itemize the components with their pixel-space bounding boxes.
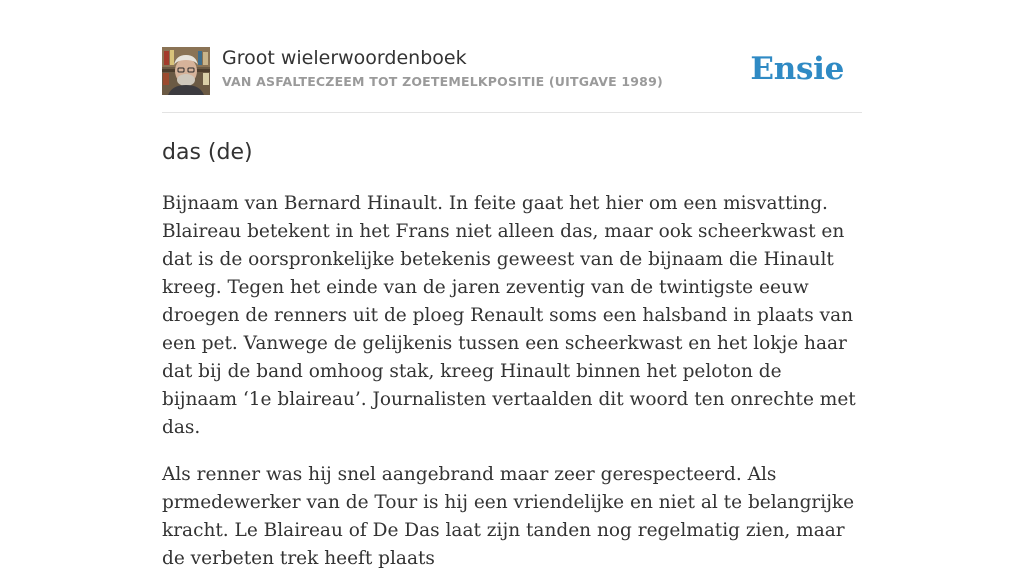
book-header bbox=[162, 45, 862, 113]
entry-content bbox=[162, 136, 862, 573]
entry-term: das (de) bbox=[162, 140, 253, 165]
book-info bbox=[222, 45, 663, 93]
book-title[interactable]: Groot wielerwoordenboek bbox=[222, 47, 467, 69]
entry-paragraph: Als renner was hij snel aangebrand maar zeer gerespecteerd. Als prmedewerker van de Tour is hij een vriendelijke en niet al te belangrijke kracht. Le Blaireau of De Das laat zijn tanden nog regelmatig zien, maar de verbeten trek heeft plaats bbox=[162, 464, 855, 569]
ensie-logo[interactable]: Ensie bbox=[750, 51, 844, 87]
entry-paragraph: Bijnaam van Bernard Hinault. In feite gaat het hier om een misvatting. Blaireau betekent in het Frans niet alleen das, maar ook scheerkwast en dat is de oorspronkelijke betekenis geweest van de bijnaam die Hinault kreeg. Tegen het einde van de jaren zeventig van de twintigste eeuw droegen de renners uit de ploeg Renault soms een halsband in plaats van een pet. Vanwege de gelijkenis tussen een scheerkwast en het lokje haar dat bij de band omhoog stak, kreeg Hinault binnen het peloton de bijnaam ‘1e blaireau’. Journalisten vertaalden dit woord ten onrechte met das. bbox=[162, 193, 856, 438]
book-subtitle: VAN ASFALTECZEEM TOT ZOETEMELKPOSITIE (UITGAVE 1989) bbox=[222, 74, 663, 89]
author-photo-icon bbox=[162, 47, 210, 95]
author-avatar[interactable] bbox=[162, 47, 210, 95]
